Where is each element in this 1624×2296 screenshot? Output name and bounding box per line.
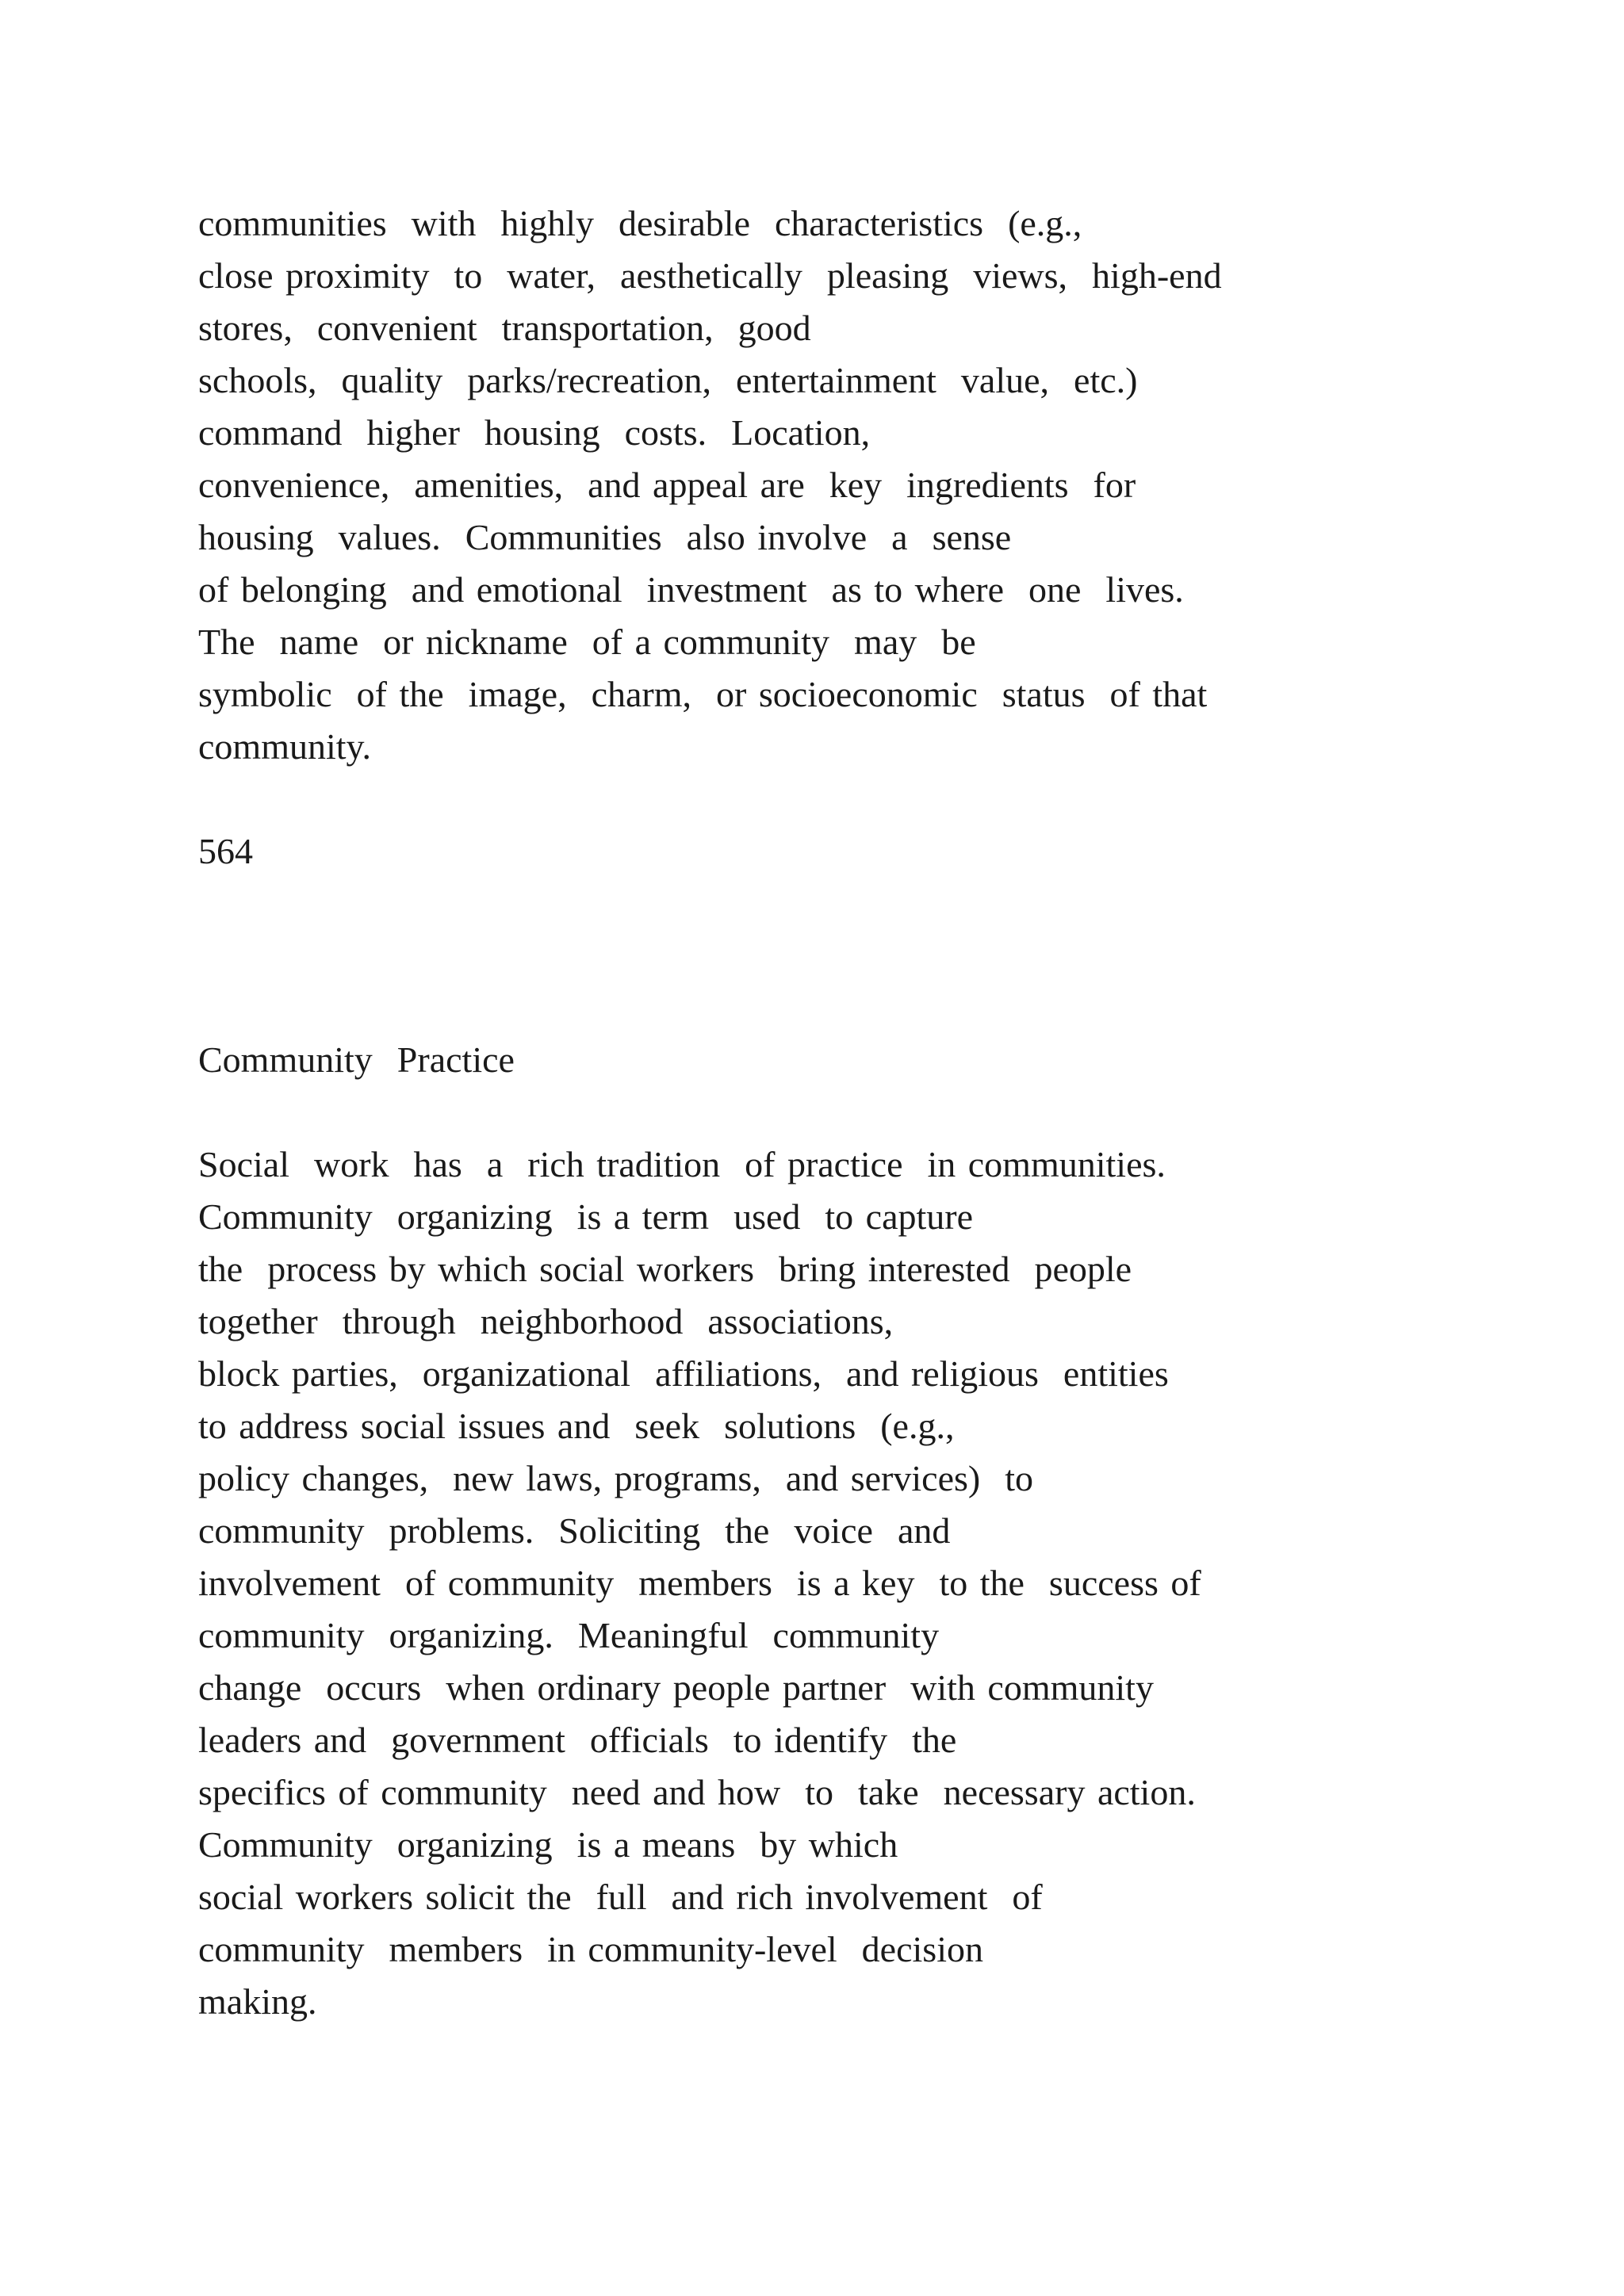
text-line: housing values. Communities also involve a sense — [198, 517, 1012, 557]
section-heading: Community Practice — [198, 1039, 515, 1080]
text-line: to address social issues and seek solutions (e.g., — [198, 1406, 955, 1446]
text-line: making. — [198, 1981, 317, 2022]
text-line: change occurs when ordinary people partner with community — [198, 1667, 1154, 1708]
text-line: stores, convenient transportation, good — [198, 308, 811, 348]
text-line: Community organizing is a term used to capture — [198, 1196, 974, 1237]
text-line: community problems. Soliciting the voice and — [198, 1510, 951, 1551]
text-line: of belonging and emotional investment as to where one lives. — [198, 569, 1184, 610]
text-line: community members in community-level decision — [198, 1929, 983, 1969]
text-line: symbolic of the image, charm, or socioeconomic status of that — [198, 674, 1208, 714]
text-line: close proximity to water, aesthetically pleasing views, high-end — [198, 255, 1222, 296]
text-line: involvement of community members is a key to the success of — [198, 1563, 1201, 1603]
text-line: community. — [198, 726, 372, 767]
text-line: convenience, amenities, and appeal are key ingredients for — [198, 465, 1136, 505]
text-line: The name or nickname of a community may be — [198, 622, 976, 662]
text-line: Community organizing is a means by which — [198, 1824, 898, 1865]
text-line: policy changes, new laws, programs, and services) to — [198, 1458, 1033, 1498]
text-line: together through neighborhood associations, — [198, 1301, 894, 1341]
text-line: social workers solicit the full and rich involvement of — [198, 1877, 1043, 1917]
text-line: community organizing. Meaningful community — [198, 1615, 940, 1655]
text-line: specifics of community need and how to take necessary action. — [198, 1772, 1196, 1812]
text-line: command higher housing costs. Location, — [198, 412, 871, 453]
page-number: 564 — [198, 831, 253, 871]
text-line: block parties, organizational affiliations, and religious entities — [198, 1353, 1169, 1394]
text-line: schools, quality parks/recreation, entertainment value, etc.) — [198, 360, 1138, 400]
text-line: leaders and government officials to identify the — [198, 1720, 957, 1760]
text-line: the process by which social workers bring interested people — [198, 1249, 1132, 1289]
text-line: Social work has a rich tradition of practice in communities. — [198, 1144, 1166, 1184]
text-line: communities with highly desirable characteristics (e.g., — [198, 203, 1082, 243]
